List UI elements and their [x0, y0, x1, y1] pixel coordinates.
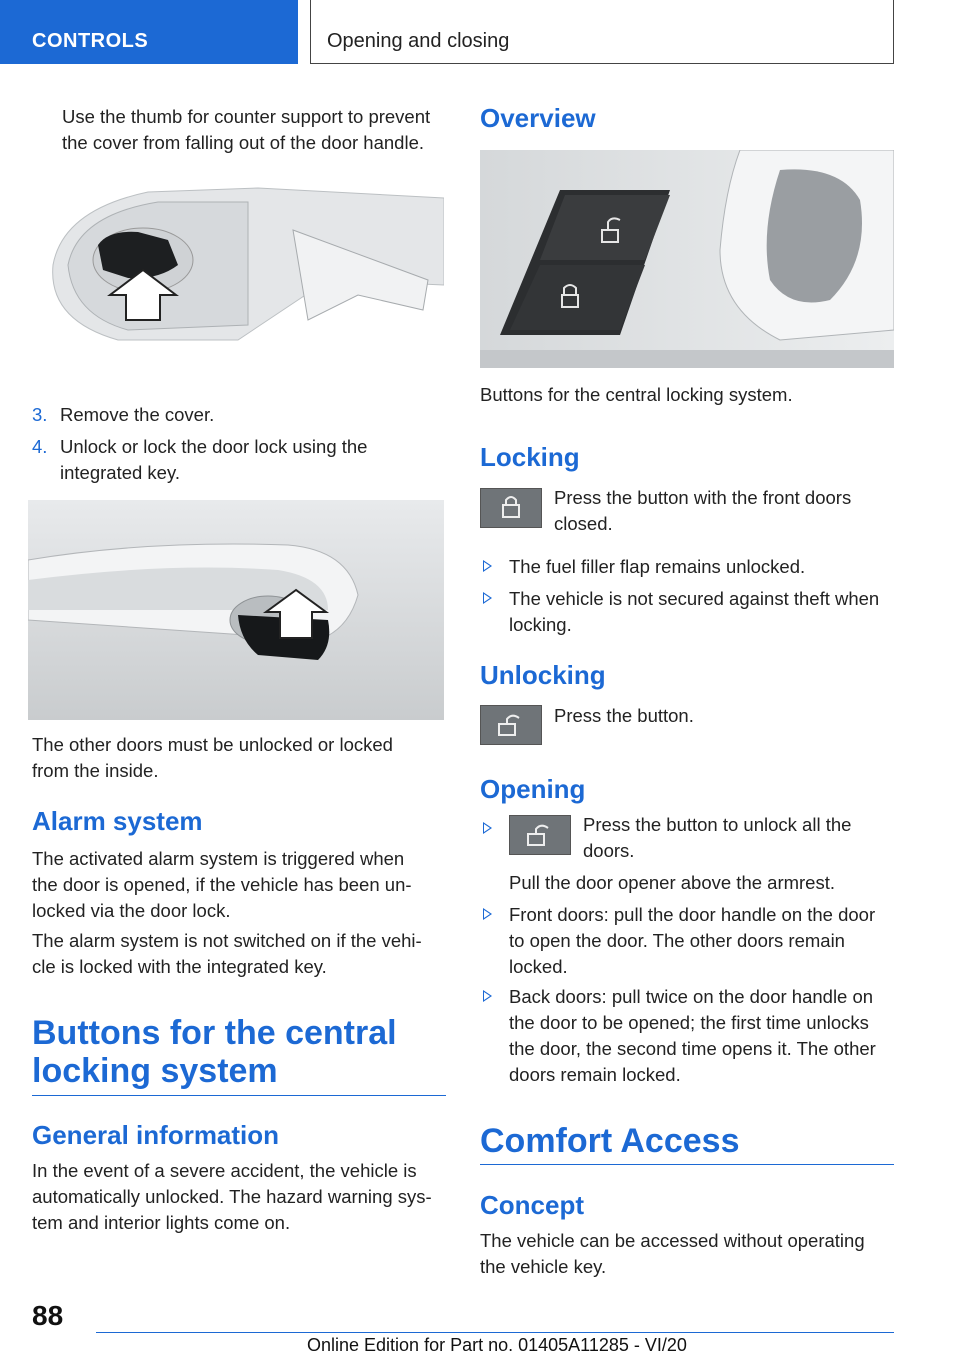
note-text: The other doors must be unlocked or locked from the inside.	[32, 734, 393, 781]
section-divider	[480, 1164, 894, 1165]
concept-text: The vehicle can be accessed without operating the vehicle key.	[480, 1230, 865, 1277]
bullet-icon	[483, 560, 492, 572]
bullet-icon	[483, 592, 492, 604]
locking-bullet: The fuel filler flap remains unlocked.	[509, 556, 806, 577]
section-divider	[32, 1095, 446, 1096]
opening-heading: Opening	[480, 774, 586, 804]
central-locking-buttons-image	[480, 150, 894, 368]
bullet-icon	[483, 990, 492, 1002]
bullet-icon	[483, 822, 492, 834]
overview-caption: Buttons for the central locking system.	[480, 384, 793, 405]
page-number: 88	[32, 1300, 64, 1331]
alarm-system-heading: Alarm system	[32, 806, 203, 836]
general-information-text: In the event of a severe accident, the vehicle is automatically unlocked. The hazard warning sys- tem and interior lights come on.	[32, 1160, 432, 1233]
step-list: 3. Remove the cover. 4. Unlock or lock the door lock using the integrated key.	[32, 404, 368, 483]
general-information-heading: General information	[32, 1120, 280, 1150]
edition-text: Online Edition for Part no. 01405A11285 - VI/20	[307, 1335, 687, 1355]
opening-bullet-text: Press the button to unlock all the doors.	[583, 814, 852, 861]
locking-bullet: The vehicle is not secured against theft when locking.	[509, 588, 880, 635]
unlock-button-icon	[480, 705, 542, 745]
buttons-central-locking-heading: Buttons for the central locking system	[32, 1014, 397, 1090]
unlock-button-icon	[509, 815, 571, 855]
locking-text: Press the button with the front doors closed.	[554, 487, 852, 534]
footer-rule	[96, 1332, 894, 1333]
step-item: 4. Unlock or lock the door lock using the	[32, 436, 368, 457]
unlocking-heading: Unlocking	[480, 660, 606, 690]
door-lock-key-image	[28, 500, 444, 720]
lock-button-icon	[480, 488, 542, 528]
concept-heading: Concept	[480, 1190, 584, 1220]
opening-sub-text: Pull the door opener above the armrest.	[509, 872, 835, 893]
alarm-paragraph-2: The alarm system is not switched on if the vehi- cle is locked with the integrated key.	[32, 930, 422, 977]
step-item: 3. Remove the cover.	[32, 404, 215, 425]
locking-heading: Locking	[480, 442, 580, 472]
overview-heading: Overview	[480, 103, 596, 133]
alarm-paragraph-1: The activated alarm system is triggered when the door is opened, if the vehicle has been un- locked via the door lock.	[32, 848, 412, 921]
intro-text: Use the thumb for counter support to prevent the cover from falling out of the door handle.	[62, 106, 431, 153]
bullet-icon	[483, 908, 492, 920]
chapter-label: Opening and closing	[327, 30, 510, 52]
opening-bullet: Front doors: pull the door handle on the door to open the door. The other doors remain locked.	[509, 904, 876, 977]
chapter-tab	[310, 0, 894, 64]
comfort-access-heading: Comfort Access	[480, 1122, 740, 1160]
handle-cover-image	[28, 170, 444, 360]
section-tab	[0, 0, 298, 64]
unlocking-text: Press the button.	[554, 705, 694, 726]
section-label: CONTROLS	[32, 30, 149, 52]
opening-bullet: Back doors: pull twice on the door handle on the door to be opened; the first time unlocks the door, the second time opens it. The other doors remain locked.	[509, 986, 876, 1085]
